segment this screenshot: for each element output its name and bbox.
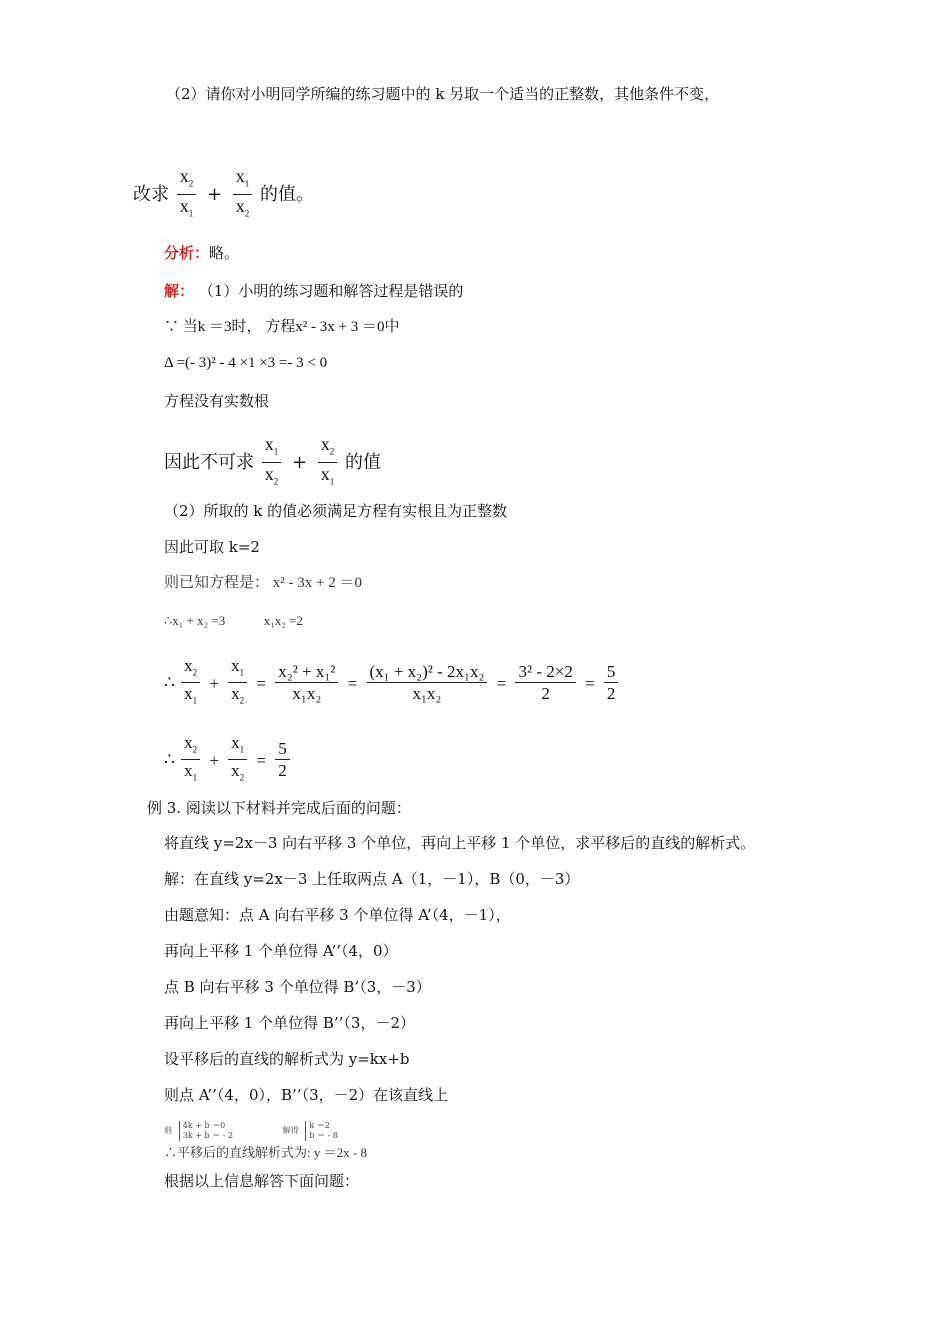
example-title: 例 3. 阅读以下材料并完成后面的问题： bbox=[147, 799, 411, 817]
fraction-x1-over-x2: $\frac{x_1}{x_2}$ bbox=[262, 434, 282, 492]
fraction-x1-over-x2: $\frac{x_1}{x_2}$ bbox=[233, 166, 253, 224]
final-result-line: ∴ $\frac{x_2}{x_1}$ + $\frac{x_1}{x_2}$ = $\frac{5}{2}$ bbox=[164, 733, 292, 789]
derivation-line: ∴ $\frac{x_2}{x_1}$ + $\frac{x_1}{x_2}$ = $\frac{\text{x₂² + x₁²}}{\text{x₁x₂}}$ = $\frac{\text{(x₁ + x₂)² - 2x₁x₂}}{\text{x₁x₂}}$ = $\frac{\text{3² - 2×2}}{2}$ = $\frac{5}{2}$ bbox=[164, 656, 620, 712]
example-step-5: 再向上平移 1 个单位得 B’’（3，－2） bbox=[164, 1014, 415, 1032]
cannot-suffix: 的值 bbox=[345, 452, 382, 474]
cannot-compute-line: 因此不可求 $\frac{x_1}{x_2}$ + $\frac{x_2}{x_1}$ 的值 bbox=[164, 434, 381, 492]
formula-suffix: 的值。 bbox=[260, 184, 315, 206]
example-step-3: 再向上平移 1 个单位得 A’’（4，0） bbox=[164, 942, 398, 960]
system-then-label: 则 bbox=[164, 1126, 172, 1135]
equation-line: 则已知方程是： x² - 3x + 2 ＝0 bbox=[164, 575, 362, 591]
analysis-label: 分析： bbox=[164, 244, 210, 262]
fraction-x2-over-x1: $\frac{x_2}{x_1}$ bbox=[318, 434, 338, 492]
system-equations: 4k + b ＝0 3k + b ＝ - 2 bbox=[179, 1121, 233, 1141]
example-problem: 将直线 y=2x－3 向右平移 3 个单位，再向上平移 1 个单位，求平移后的直线的解析式。 bbox=[164, 834, 756, 852]
fraction-x1-over-x2: $\frac{x_1}{x_2}$ bbox=[228, 656, 247, 712]
sum-of-roots: ∴x₁ + x₂ =3 bbox=[164, 613, 226, 628]
question-part2: （2）请你对小明同学所编的练习题中的 k 另取一个适当的正整数，其他条件不变， bbox=[166, 85, 720, 103]
delta-line: Δ =(- 3)² - 4 ×1 ×3 =- 3 < 0 bbox=[164, 355, 328, 371]
question-part2-formula: 改求 $\frac{x_2}{x_1}$ + $\frac{x_1}{x_2}$ 的值。 bbox=[133, 166, 314, 224]
product-of-roots: x₁x₂ =2 bbox=[263, 613, 303, 628]
fraction-result: $\frac{5}{2}$ bbox=[275, 739, 290, 782]
example-step-4: 点 B 向右平移 3 个单位得 B’（3，－3） bbox=[164, 978, 431, 996]
fraction-expanded: $\frac{\text{(x₁ + x₂)² - 2x₁x₂}}{\text{x₁x₂}}$ bbox=[367, 662, 488, 705]
example-step-6: 设平移后的直线的解析式为 y=kx+b bbox=[164, 1050, 410, 1068]
formula-prefix: 改求 bbox=[133, 184, 169, 206]
fraction-sum-of-squares: $\frac{\text{x₂² + x₁²}}{\text{x₁x₂}}$ bbox=[275, 662, 338, 705]
example-final-prompt: 根据以上信息解答下面问题： bbox=[164, 1172, 360, 1190]
fraction-x2-over-x1: $\frac{x_2}{x_1}$ bbox=[181, 656, 200, 712]
fraction-x2-over-x1: $\frac{x_2}{x_1}$ bbox=[181, 733, 200, 789]
system-solve-label: 解得 bbox=[282, 1126, 299, 1135]
system-solution: k ＝2 b ＝ - 8 bbox=[305, 1121, 338, 1141]
vieta-line bbox=[164, 611, 303, 631]
part2-condition: （2）所取的 k 的值必须满足方程有实根且为正整数 bbox=[164, 502, 508, 520]
analysis-text: 略。 bbox=[209, 244, 240, 262]
analysis-line bbox=[164, 243, 239, 263]
solution-line bbox=[164, 281, 463, 301]
solution-intro: （1）小明的练习题和解答过程是错误的 bbox=[198, 282, 464, 300]
solution-label: 解： bbox=[164, 282, 195, 300]
take-k-line: 因此可取 k=2 bbox=[164, 538, 260, 556]
cannot-prefix: 因此不可求 bbox=[164, 452, 254, 474]
example-step-1: 解：在直线 y=2x－3 上任取两点 A（1，－1），B（0，－3） bbox=[164, 870, 580, 888]
no-real-roots-line: 方程没有实数根 bbox=[164, 392, 270, 410]
fraction-x1-over-x2: $\frac{x_1}{x_2}$ bbox=[228, 733, 247, 789]
equation-system bbox=[164, 1119, 338, 1141]
fraction-numeric: $\frac{\text{3² - 2×2}}{2}$ bbox=[515, 662, 575, 705]
example-step-7: 则点 A’’（4，0），B’’（3，－2）在该直线上 bbox=[164, 1086, 449, 1104]
fraction-result: $\frac{5}{2}$ bbox=[604, 662, 619, 705]
fraction-x2-over-x1: $\frac{x_2}{x_1}$ bbox=[177, 166, 197, 224]
therefore-symbol: ∴ bbox=[164, 672, 175, 692]
example-result: ∴平移后的直线解析式为: y ＝2x - 8 bbox=[164, 1145, 367, 1160]
because-line: ∵ 当k ＝3时， 方程x² - 3x + 3 ＝0中 bbox=[164, 319, 400, 335]
therefore-symbol: ∴ bbox=[164, 749, 175, 769]
example-step-2: 由题意知：点 A 向右平移 3 个单位得 A’（4，－1）， bbox=[164, 906, 511, 924]
